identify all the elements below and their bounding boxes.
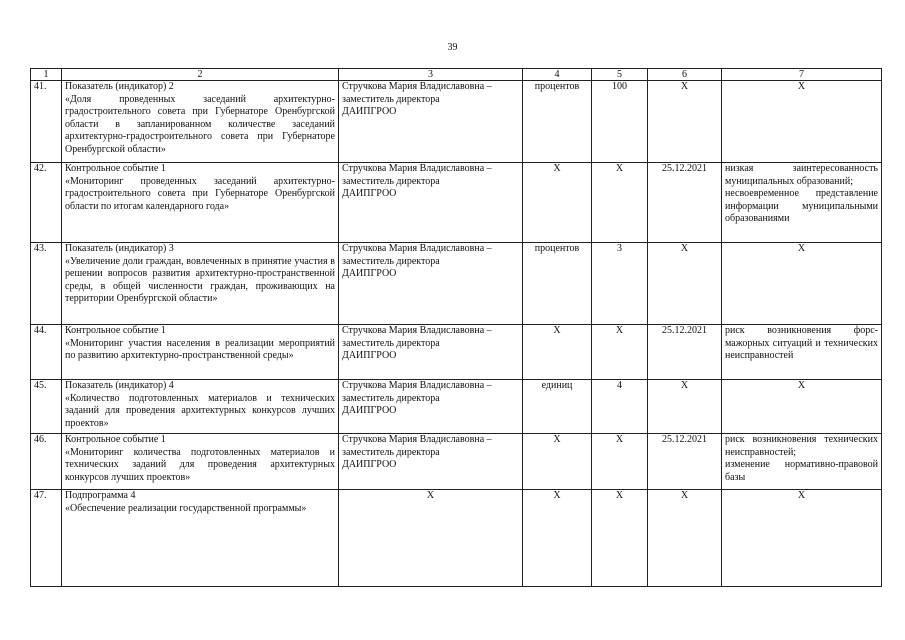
table-row: [31, 490, 882, 587]
row-description: Показатель (индикатор) 4 «Количество подготовленных материалов и технических заданий для проведения архитектурных конкурсов лучших проектов»: [62, 380, 339, 434]
row-date: 25.12.2021: [648, 434, 722, 490]
column-header: 7: [722, 69, 882, 81]
row-number: 45.: [31, 380, 62, 434]
row-unit: X: [523, 163, 592, 243]
column-header: 2: [62, 69, 339, 81]
column-header: 3: [339, 69, 523, 81]
document-table: [30, 68, 882, 587]
table-row: [31, 380, 882, 434]
table-row: [31, 243, 882, 325]
row-description: Показатель (индикатор) 3 «Увеличение доли граждан, вовлеченных в принятие участия в решении вопросов развития архитектурно-пространственной среды, в общей численности граждан, проживающих на территории Оренбургской области»: [62, 243, 339, 325]
row-value: X: [592, 163, 648, 243]
row-unit: единиц: [523, 380, 592, 434]
row-description: Подпрограмма 4 «Обеспечение реализации государственной программы»: [62, 490, 339, 587]
row-unit: X: [523, 434, 592, 490]
row-value: X: [592, 490, 648, 587]
row-number: 46.: [31, 434, 62, 490]
page-number: 39: [447, 42, 458, 53]
row-date: X: [648, 81, 722, 163]
row-description: Контрольное событие 1 «Мониторинг проведенных заседаний архитектурно-градостроительного совета при Губернаторе Оренбургской области по итогам календарного года»: [62, 163, 339, 243]
row-risk: риск возникновения технических неисправностей; изменение нормативно-правовой базы: [722, 434, 882, 490]
column-number-row: [31, 69, 882, 81]
row-risk: X: [722, 243, 882, 325]
row-responsible: Стручкова Мария Владиславовна – заместитель директора ДАИПГРОО: [339, 81, 523, 163]
row-value: X: [592, 434, 648, 490]
table-row: [31, 163, 882, 243]
table-row: [31, 325, 882, 380]
row-number: 47.: [31, 490, 62, 587]
row-risk: X: [722, 81, 882, 163]
row-responsible: X: [339, 490, 523, 587]
row-responsible: Стручкова Мария Владиславовна – заместитель директора ДАИПГРОО: [339, 243, 523, 325]
row-date: X: [648, 380, 722, 434]
row-date: X: [648, 490, 722, 587]
row-responsible: Стручкова Мария Владиславовна – заместитель директора ДАИПГРОО: [339, 163, 523, 243]
row-unit: X: [523, 325, 592, 380]
table-row: [31, 434, 882, 490]
column-header: 6: [648, 69, 722, 81]
row-value: 100: [592, 81, 648, 163]
column-header: 4: [523, 69, 592, 81]
row-value: X: [592, 325, 648, 380]
row-date: 25.12.2021: [648, 163, 722, 243]
table-row: [31, 81, 882, 163]
row-unit: процентов: [523, 81, 592, 163]
row-value: 4: [592, 380, 648, 434]
row-description: Контрольное событие 1 «Мониторинг количества подготовленных материалов и технических заданий для проведения архитектурных конкурсов лучших проектов»: [62, 434, 339, 490]
row-number: 43.: [31, 243, 62, 325]
column-header: 1: [31, 69, 62, 81]
row-responsible: Стручкова Мария Владиславовна – заместитель директора ДАИПГРОО: [339, 434, 523, 490]
row-number: 42.: [31, 163, 62, 243]
row-risk: риск возникновения форс-мажорных ситуаций и технических неисправностей: [722, 325, 882, 380]
row-risk: низкая заинтересованность муниципальных образований; несвоевременное представление информации муниципальными образованиями: [722, 163, 882, 243]
column-header: 5: [592, 69, 648, 81]
row-date: X: [648, 243, 722, 325]
row-unit: X: [523, 490, 592, 587]
row-responsible: Стручкова Мария Владиславовна – заместитель директора ДАИПГРОО: [339, 380, 523, 434]
row-unit: процентов: [523, 243, 592, 325]
row-risk: X: [722, 380, 882, 434]
row-description: Показатель (индикатор) 2 «Доля проведенных заседаний архитектурно-градостроительного совета при Губернаторе Оренбургской области в запланированном количестве заседаний архитектурно-градостроительного совета при Губернаторе Оренбургской области»: [62, 81, 339, 163]
row-number: 44.: [31, 325, 62, 380]
row-date: 25.12.2021: [648, 325, 722, 380]
row-risk: X: [722, 490, 882, 587]
row-value: 3: [592, 243, 648, 325]
row-responsible: Стручкова Мария Владиславовна – заместитель директора ДАИПГРОО: [339, 325, 523, 380]
row-description: Контрольное событие 1 «Мониторинг участия населения в реализации мероприятий по развитию архитектурно-пространственной среды»: [62, 325, 339, 380]
row-number: 41.: [31, 81, 62, 163]
